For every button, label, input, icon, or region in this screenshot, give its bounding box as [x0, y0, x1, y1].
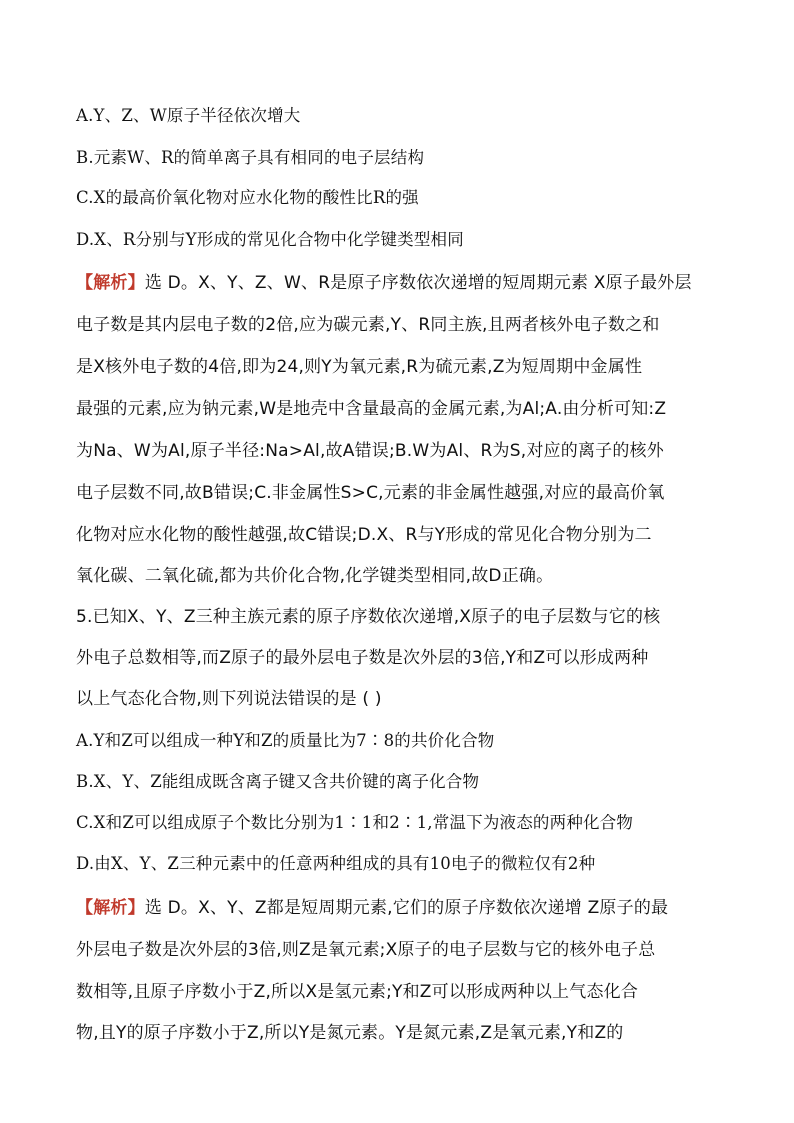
q4-analysis-line: 电子数是其内层电子数的2倍,应为碳元素,Y、R同主族,且两者核外电子数之和	[76, 315, 660, 335]
q5-stem-line: 5.已知X、Y、Z三种主族元素的原子序数依次递增,X原子的电子层数与它的核	[76, 607, 661, 627]
q5-option-c: C.X和Z可以组成原子个数比分别为1∶1和2∶1,常温下为液态的两种化合物	[76, 813, 634, 832]
q4-option-c: C.X的最高价氧化物对应水化物的酸性比R的强	[76, 188, 419, 207]
q4-analysis-line: 化物对应水化物的酸性越强,故C错误;D.X、R与Y形成的常见化合物分别为二	[76, 525, 652, 545]
q5-stem-line: 外电子总数相等,而Z原子的最外层电子数是次外层的3倍,Y和Z可以形成两种	[76, 648, 649, 668]
q5-option-b: B.X、Y、Z能组成既含离子键又含共价键的离子化合物	[76, 772, 480, 791]
q5-option-d: D.由X、Y、Z三种元素中的任意两种组成的具有10电子的微粒仅有2种	[76, 854, 596, 873]
q4-analysis-line: 氧化碳、二氧化硫,都为共价化合物,化学键类型相同,故D正确。	[76, 566, 554, 586]
q5-analysis-line: 外层电子数是次外层的3倍,则Z是氧元素;X原子的电子层数与它的核外电子总	[76, 940, 656, 960]
q4-option-d: D.X、R分别与Y形成的常见化合物中化学键类型相同	[76, 230, 464, 249]
q5-stem-line: 以上气态化合物,则下列说法错误的是 ( )	[76, 689, 382, 709]
q4-analysis-line: 电子层数不同,故B错误;C.非金属性S>C,元素的非金属性越强,对应的最高价氧	[76, 483, 665, 503]
q4-analysis-line: 最强的元素,应为钠元素,W是地壳中含量最高的金属元素,为Al;A.由分析可知:Z	[76, 399, 667, 419]
q4-analysis-line	[76, 272, 736, 294]
q5-analysis-line: 数相等,且原子序数小于Z,所以X是氢元素;Y和Z可以形成两种以上气态化合	[76, 982, 639, 1002]
q4-analysis-line: 为Na、W为Al,原子半径:Na>Al,故A错误;B.W为Al、R为S,对应的离子的核外	[76, 441, 664, 461]
analysis-tag: 【解析】	[76, 898, 145, 918]
q4-option-a: A.Y、Z、W原子半径依次增大	[76, 106, 301, 125]
q5-analysis-line: 物,且Y的原子序数小于Z,所以Y是氮元素。Y是氮元素,Z是氧元素,Y和Z的	[76, 1023, 624, 1043]
analysis-tag: 【解析】	[76, 273, 145, 293]
q4-analysis-line: 是X核外电子数的4倍,即为24,则Y为氧元素,R为硫元素,Z为短周期中金属性	[76, 357, 643, 377]
analysis-text: 选 D。X、Y、Z都是短周期元素,它们的原子序数依次递增 Z原子的最	[144, 898, 669, 918]
q4-option-b: B.元素W、R的简单离子具有相同的电子层结构	[76, 148, 425, 167]
q5-analysis-line	[76, 897, 736, 919]
analysis-text: 选 D。X、Y、Z、W、R是原子序数依次递增的短周期元素 X原子最外层	[144, 273, 692, 293]
q5-option-a: A.Y和Z可以组成一种Y和Z的质量比为7∶8的共价化合物	[76, 731, 495, 750]
